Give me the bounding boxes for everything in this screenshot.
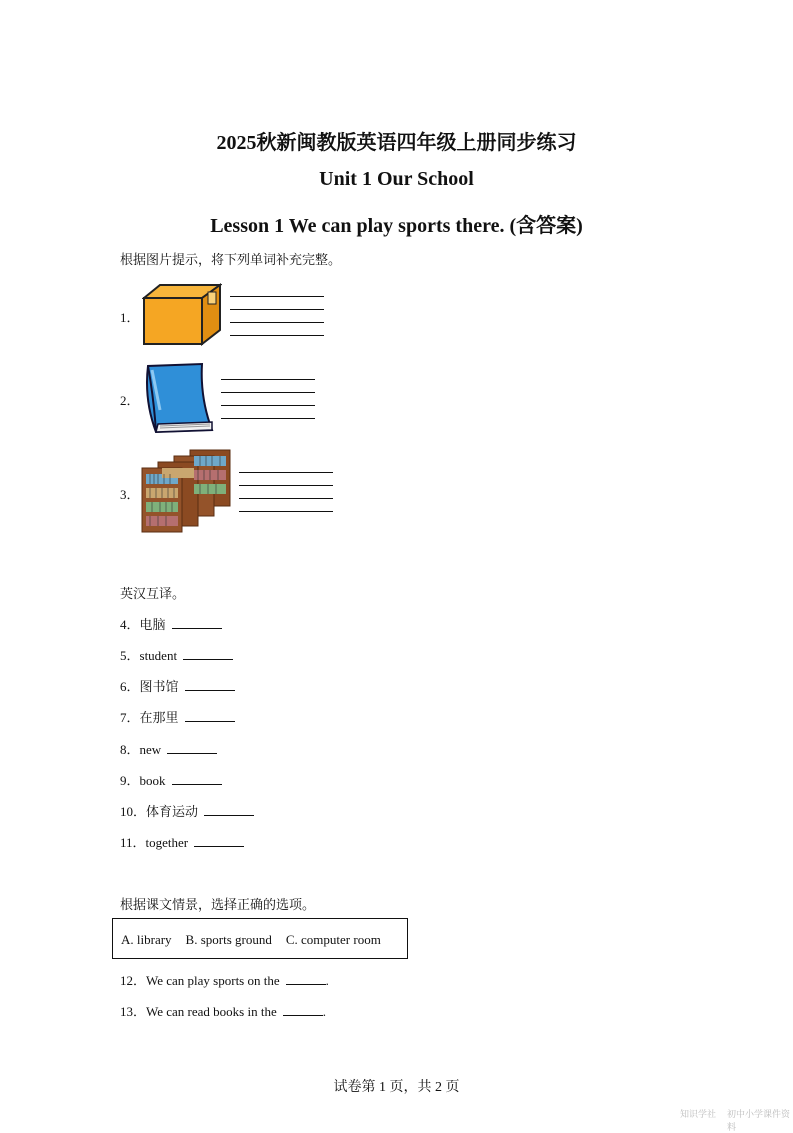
list-item: 10．体育运动 xyxy=(120,801,254,820)
answer-lines[interactable] xyxy=(239,460,333,512)
list-item: 8．new xyxy=(120,739,217,758)
answer-lines[interactable] xyxy=(221,367,315,419)
list-item: 12．We can play sports on the . xyxy=(120,973,329,988)
option-b: B. sports ground xyxy=(185,932,272,947)
unit-title: Unit 1 Our School xyxy=(319,168,474,190)
list-item: 9．book xyxy=(120,770,222,789)
answer-blank[interactable] xyxy=(185,709,235,722)
answer-blank[interactable] xyxy=(183,647,233,660)
answer-blank[interactable] xyxy=(204,803,254,816)
section3-instruction: 根据课文情景，选择正确的选项。 xyxy=(120,897,316,912)
answer-blank[interactable] xyxy=(194,834,244,847)
section2-instruction: 英汉互译。 xyxy=(120,586,186,601)
lesson-title: Lesson 1 We can play sports there. (含答案) xyxy=(210,215,583,237)
list-item: 13．We can read books in the . xyxy=(120,1004,326,1019)
item-number: 3． xyxy=(120,487,140,502)
book-icon xyxy=(140,360,216,436)
box-icon xyxy=(142,282,222,346)
list-item: 11．together xyxy=(120,832,244,851)
option-a: A. library xyxy=(121,932,172,947)
page-footer: 试卷第 1 页，共 2 页 xyxy=(333,1080,460,1095)
list-item: 5．student xyxy=(120,645,233,664)
watermark-right: 初中小学课件资料 xyxy=(727,1110,791,1133)
section1-instruction: 根据图片提示，将下列单词补充完整。 xyxy=(120,252,342,267)
option-c: C. computer room xyxy=(285,932,381,947)
options-box xyxy=(112,918,408,959)
item-number: 1． xyxy=(120,310,140,325)
answer-blank[interactable] xyxy=(283,1003,323,1016)
list-item: 4．电脑 xyxy=(120,614,222,633)
answer-lines[interactable] xyxy=(230,284,324,336)
item-number: 2． xyxy=(120,393,140,408)
answer-blank[interactable] xyxy=(172,616,222,629)
answer-blank[interactable] xyxy=(172,772,222,785)
document-title: 2025秋新闽教版英语四年级上册同步练习 xyxy=(216,132,577,154)
watermark-left: 知识学社 xyxy=(680,1110,717,1120)
list-item: 6．图书馆 xyxy=(120,676,235,695)
answer-blank[interactable] xyxy=(167,741,217,754)
list-item: 7．在那里 xyxy=(120,707,235,726)
answer-blank[interactable] xyxy=(286,972,326,985)
library-shelves-icon xyxy=(140,448,234,534)
answer-blank[interactable] xyxy=(185,678,235,691)
